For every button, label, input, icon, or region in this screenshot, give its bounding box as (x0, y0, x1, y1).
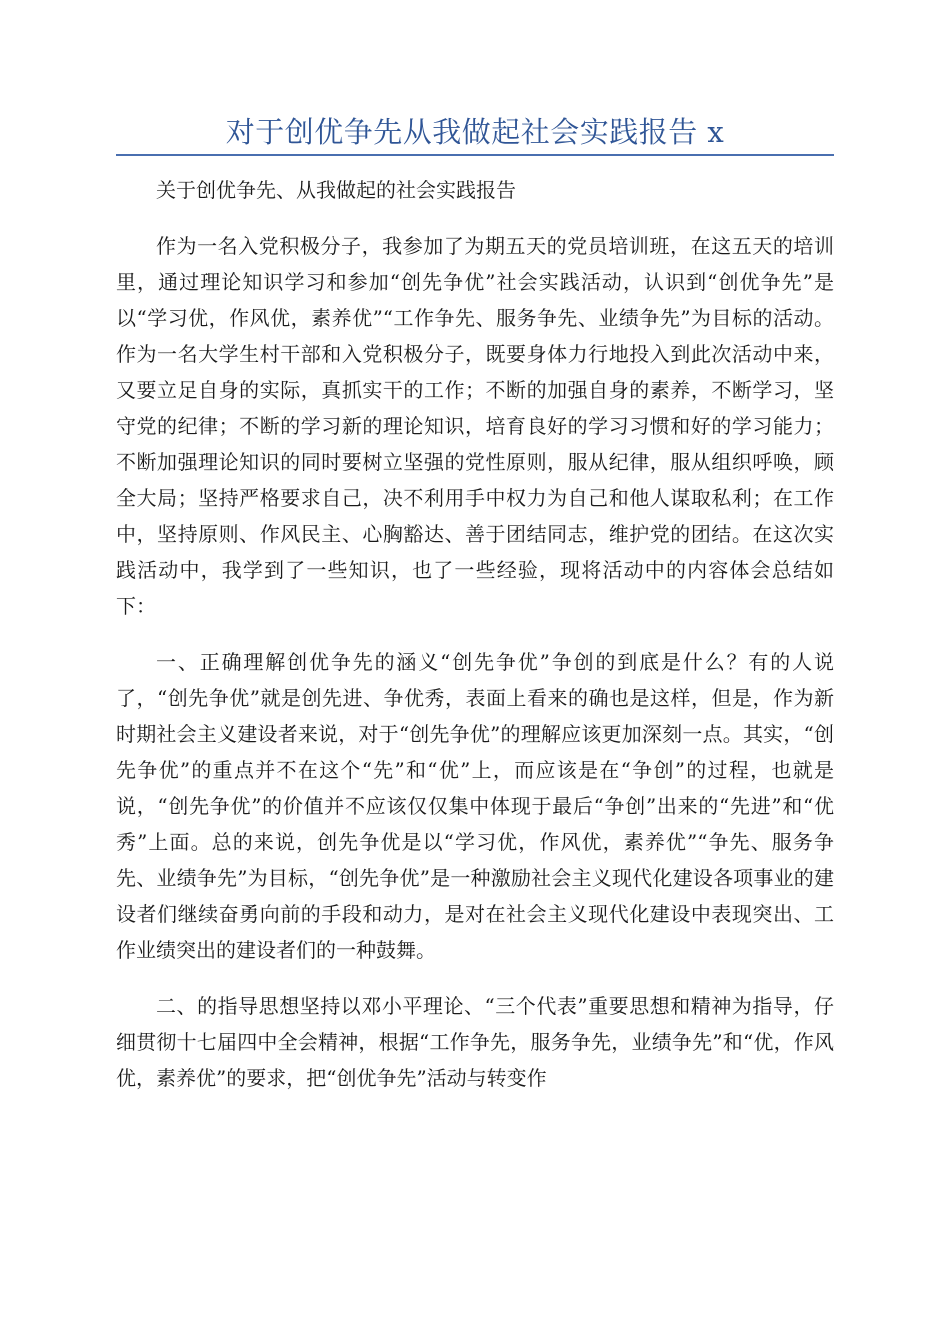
document-subtitle: 关于创优争先、从我做起的社会实践报告 (156, 178, 516, 202)
document-title: 对于创优争先从我做起社会实践报告 x (225, 115, 725, 149)
paragraph-section-1: 一、正确理解创优争先的涵义“创先争优”争创的到底是什么？有的人说了，“创先争优”就是创先进、争优秀，表面上看来的确也是这样，但是，作为新时期社会主义建设者来说，对于“创先争优”的理解应该更加深刻一点。其实，“创先争优”的重点并不在这个“先”和“优”上，而应该是在“争创”的过程，也就是说，“创先争优”的价值并不应该仅仅集中体现于最后“争创”出来的“先进”和“优秀”上面。总的来说，创先争优是以“学习优，作风优，素养优”“争先、服务争先、业绩争先”为目标，“创先争优”是一种激励社会主义现代化建设各项事业的建设者们继续奋勇向前的手段和动力，是对在社会主义现代化建设中表现突出、工作业绩突出的建设者们的一种鼓舞。 (116, 650, 834, 962)
title-underline (116, 154, 834, 156)
paragraph-intro: 作为一名入党积极分子，我参加了为期五天的党员培训班，在这五天的培训里，通过理论知识学习和参加“创先争优”社会实践活动，认识到“创优争先”是以“学习优，作风优，素养优”“工作争先、服务争先、业绩争先”为目标的活动。作为一名大学生村干部和入党积极分子，既要身体力行地投入到此次活动中来，又要立足自身的实际，真抓实干的工作；不断的加强自身的素养，不断学习，坚守党的纪律；不断的学习新的理论知识，培育良好的学习习惯和好的学习能力；不断加强理论知识的同时要树立坚强的党性原则，服从纪律，服从组织呼唤，顾全大局；坚持严格要求自己，决不利用手中权力为自己和他人谋取私利；在工作中，坚持原则、作风民主、心胸豁达、善于团结同志，维护党的团结。在这次实践活动中，我学到了一些知识，也了一些经验，现将活动中的内容体会总结如下： (116, 234, 834, 618)
document-body (116, 172, 834, 1096)
paragraph-section-2: 二、的指导思想坚持以邓小平理论、“三个代表”重要思想和精神为指导，仔细贯彻十七届四中全会精神，根据“工作争先，服务争先，业绩争先”和“优，作风优，素养优”的要求，把“创优争先”活动与转变作 (116, 994, 834, 1090)
